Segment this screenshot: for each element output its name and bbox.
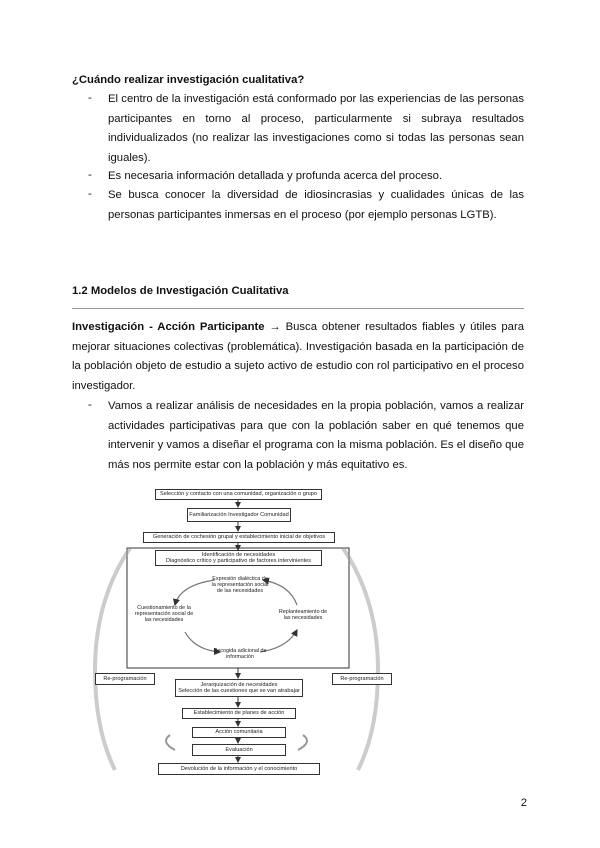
step-box: Devolución de la información y el conocimiento (158, 763, 320, 775)
reprogram-box-right: Re-programación (332, 673, 392, 685)
step-box: Jerarquización de necesidades Selección de las cuestiones que se van atrabajar (175, 679, 303, 697)
bullet-dash: - (88, 399, 92, 411)
definition-arrow: → (269, 321, 281, 333)
step-box: Establecimiento de planes de acción (182, 708, 296, 719)
bullet-item: El centro de la investigación está conformado por las experiencias de las personas participantes en torno al proceso, particularmente si subraya resultados individualizados (no realizar las investigaciones como si todas las personas sean iguales). (108, 93, 524, 164)
step-box: Selección y contacto con una comunidad, organización o grupo (155, 489, 322, 500)
iap-process-diagram (75, 480, 401, 783)
bullet-dash: - (88, 188, 92, 200)
step-box: Acción comunitaria (192, 727, 286, 738)
section-heading-models: 1.2 Modelos de Investigación Cualitativa (72, 285, 289, 297)
bullet-item: Se busca conocer la diversidad de idiosincrasias y cualidades únicas de las personas participantes inmersas en el proceso (por ejemplo personas LGTB). (108, 189, 524, 221)
page-number: 2 (520, 797, 527, 809)
eval-loop-left (166, 735, 175, 750)
cycle-arrow (175, 580, 215, 605)
step-box: Evaluación (192, 744, 286, 756)
cycle-label-bottom: Recogida adicional de información (213, 648, 267, 661)
cycle-label-left: Cuestionamiento de la representación social de las necesidades (134, 605, 194, 624)
reprogram-loop-right (343, 548, 378, 770)
bullet-item: Es necesaria información detallada y profunda acerca del proceso. (108, 170, 443, 182)
reprogram-loop-left (95, 548, 130, 770)
step-box: Familiarización Investigador Comunidad (187, 508, 291, 522)
definition-paragraph (72, 318, 524, 396)
step-box: Identificación de necesidades Diagnóstico crítico y participativo de factores intervinientes (155, 550, 322, 566)
reprogram-box-left: Re-programación (95, 673, 155, 685)
eval-loop-right (298, 735, 307, 750)
bullet-dash: - (88, 169, 92, 181)
definition-term: Investigación - Acción Participante (72, 321, 265, 333)
bullet-dash: - (88, 92, 92, 104)
cycle-label-top: Expresión dialéctica de la representación social de las necesidades (211, 576, 269, 595)
cycle-label-right: Replanteamiento de las necesidades (278, 609, 328, 622)
section-divider (72, 308, 524, 309)
definition-text: Busca obtener resultados fiables y útiles para mejorar situaciones colectivas (problemática). Investigación basada en la participación de la población objeto de estudio a sujeto activo de estudio con rol participativo en el proceso investigador. (72, 321, 525, 392)
section-heading-when: ¿Cuándo realizar investigación cualitativa? (72, 74, 305, 86)
bullet-item: Vamos a realizar análisis de necesidades en la propia población, vamos a realizar actividades participativas para que con la población saber en qué tenemos que intervenir y vamos a diseñar el programa con la misma población. Es el diseño que más nos permite estar con la población y más equitativo es. (108, 400, 524, 471)
step-box: Generación de cochesión grupal y establecimiento inicial de objetivos (143, 532, 335, 543)
